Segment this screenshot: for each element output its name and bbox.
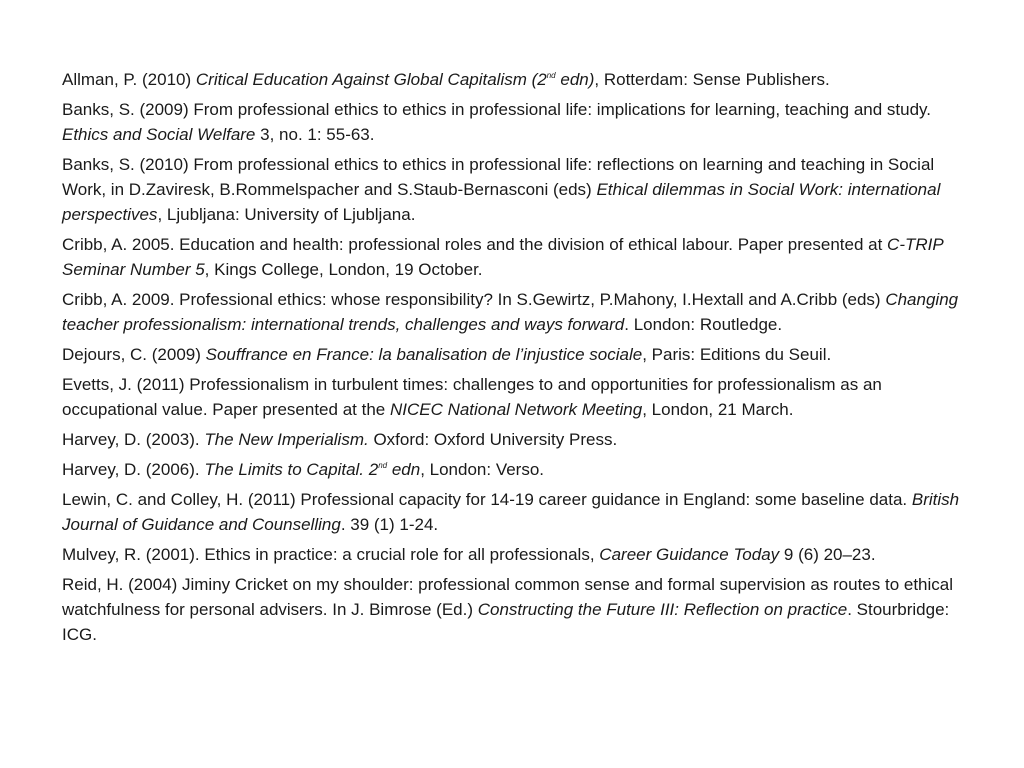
reference-italic-text: Ethics and Social Welfare: [62, 125, 256, 144]
reference-entry: [62, 342, 974, 367]
reference-text: 9 (6) 20–23.: [779, 545, 876, 564]
reference-entry: [62, 287, 974, 337]
reference-text: . Stourbridge: ICG.: [62, 600, 950, 644]
reference-text: Allman, P. (2010): [62, 70, 196, 89]
reference-italic-text: C-TRIP Seminar Number 5: [62, 235, 944, 279]
reference-entry: [62, 542, 974, 567]
reference-italic-text: Ethical dilemmas in Social Work: international perspectives: [62, 180, 941, 224]
reference-italic-text: NICEC National Network Meeting: [389, 400, 643, 419]
reference-italic-text: The Limits to Capital. 2: [204, 460, 379, 479]
reference-italic-text: nd: [378, 461, 388, 470]
reference-text: Reid, H. (2004) Jiminy Cricket on my shoulder: professional common sense and formal supervision as routes to ethical watchfulness for personal advisers. In J. Bimrose (Ed.): [62, 575, 954, 619]
reference-text: , London, 21 March.: [642, 400, 794, 419]
reference-italic-text: Career Guidance Today: [599, 545, 780, 564]
reference-text: Banks, S. (2009) From professional ethics to ethics in professional life: implications for learning, teaching and study.: [62, 100, 932, 119]
reference-text: , London: Verso.: [420, 460, 545, 479]
reference-list: [62, 67, 974, 647]
reference-entry: [62, 572, 974, 647]
reference-text: , Paris: Editions du Seuil.: [642, 345, 832, 364]
reference-entry: [62, 487, 974, 537]
reference-text: Lewin, C. and Colley, H. (2011) Professional capacity for 14-19 career guidance in England: some baseline data.: [62, 490, 912, 509]
reference-italic-text: The New Imperialism.: [204, 430, 369, 449]
reference-text: , Ljubljana: University of Ljubljana.: [157, 205, 416, 224]
reference-italic-text: British Journal of Guidance and Counselling: [62, 490, 960, 534]
reference-text: , Rotterdam: Sense Publishers.: [594, 70, 830, 89]
reference-italic-text: Souffrance en France: la banalisation de l’injustice sociale: [205, 345, 643, 364]
reference-text: Evetts, J. (2011) Professionalism in turbulent times: challenges to and opportunities for professionalism as an occupational value. Paper presented at the: [62, 375, 882, 419]
reference-text: . 39 (1) 1-24.: [340, 515, 439, 534]
reference-entry: [62, 457, 974, 482]
reference-italic-text: Critical Education Against Global Capitalism (2: [195, 70, 547, 89]
reference-entry: [62, 67, 974, 92]
reference-text: Mulvey, R. (2001). Ethics in practice: a crucial role for all professionals,: [62, 545, 600, 564]
reference-entry: [62, 97, 974, 147]
reference-entry: [62, 427, 974, 452]
reference-italic-text: nd: [546, 71, 556, 80]
reference-text: . London: Routledge.: [624, 315, 783, 334]
reference-text: Oxford: Oxford University Press.: [368, 430, 618, 449]
reference-text: Banks, S. (2010) From professional ethics to ethics in professional life: reflections on learning and teaching in Social Work, in D.Zaviresk, B.Rommelspacher and S.Staub-Bernasconi (eds): [62, 155, 935, 199]
reference-text: Harvey, D. (2006).: [62, 460, 205, 479]
reference-text: Cribb, A. 2009. Professional ethics: whose responsibility? In S.Gewirtz, P.Mahony, I.Hextall and A.Cribb (eds): [62, 290, 886, 309]
reference-text: Harvey, D. (2003).: [62, 430, 205, 449]
reference-italic-text: edn): [555, 70, 595, 89]
reference-text: Dejours, C. (2009): [62, 345, 206, 364]
reference-text: Cribb, A. 2005. Education and health: professional roles and the division of ethical labour. Paper presented at: [62, 235, 888, 254]
reference-entry: [62, 152, 974, 227]
reference-italic-text: Changing teacher professionalism: international trends, challenges and ways forward: [62, 290, 959, 334]
reference-entry: [62, 372, 974, 422]
reference-italic-text: edn: [387, 460, 421, 479]
reference-text: , Kings College, London, 19 October.: [204, 260, 483, 279]
reference-italic-text: Constructing the Future III: Reflection on practice: [477, 600, 848, 619]
reference-text: 3, no. 1: 55-63.: [255, 125, 375, 144]
reference-entry: [62, 232, 974, 282]
